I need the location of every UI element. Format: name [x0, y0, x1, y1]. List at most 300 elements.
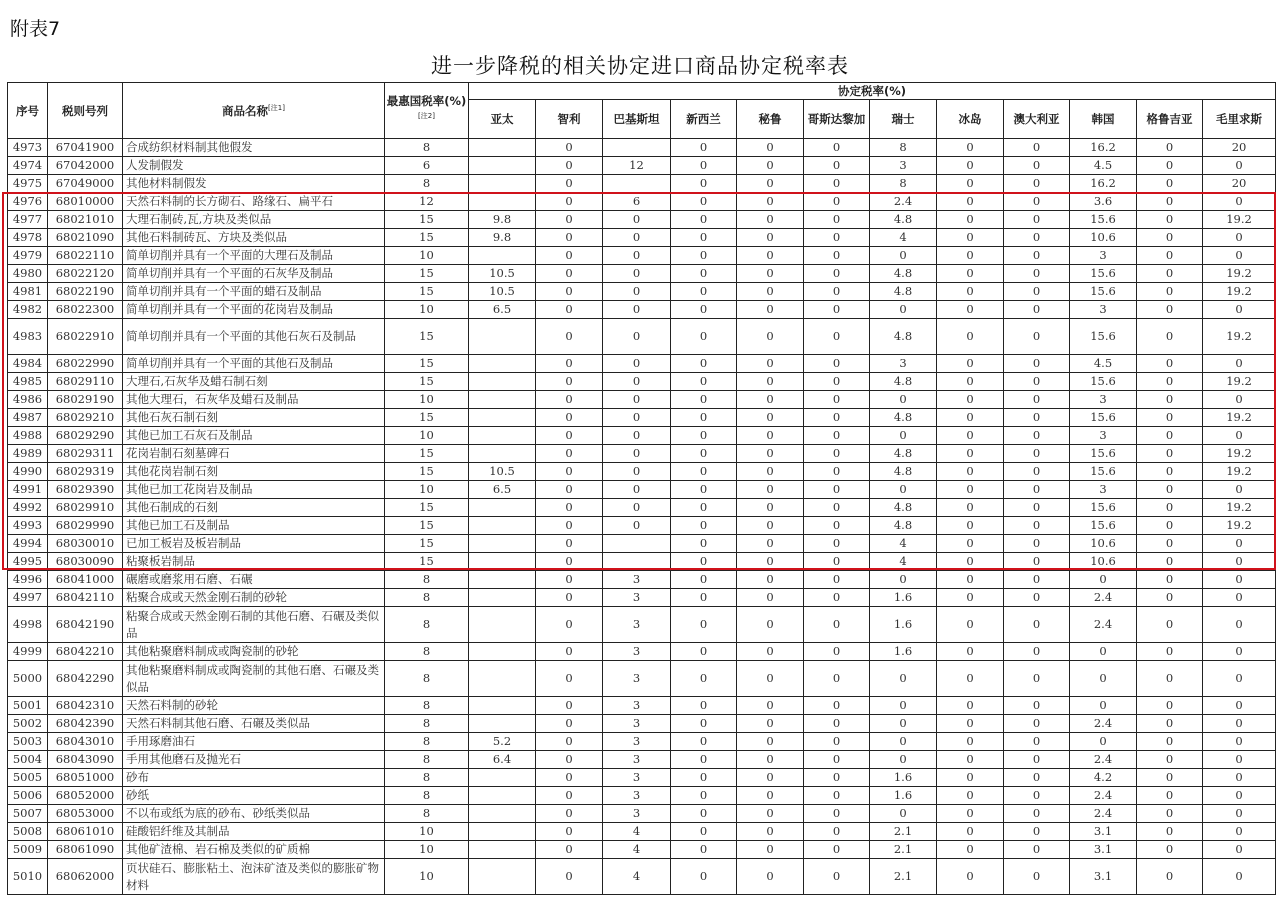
cell-agreement-rate: 4.5 — [1070, 355, 1137, 373]
cell-tariff-code: 68051000 — [48, 769, 123, 787]
cell-agreement-rate — [469, 607, 536, 643]
cell-agreement-rate: 0 — [737, 733, 804, 751]
cell-agreement-rate: 3 — [870, 157, 937, 175]
cell-agreement-rate: 19.2 — [1203, 265, 1276, 283]
cell-agreement-rate: 10.5 — [469, 463, 536, 481]
cell-agreement-rate: 0 — [536, 715, 603, 733]
cell-agreement-rate: 0 — [1137, 553, 1203, 571]
cell-agreement-rate: 0 — [737, 319, 804, 355]
cell-mfn-rate: 15 — [385, 283, 469, 301]
cell-product-name: 砂纸 — [123, 787, 385, 805]
cell-agreement-rate: 0 — [937, 715, 1004, 733]
cell-agreement-rate: 0 — [1137, 265, 1203, 283]
cell-agreement-rate: 0 — [737, 193, 804, 211]
cell-seq: 4992 — [8, 499, 48, 517]
table-row — [8, 769, 1276, 787]
cell-mfn-rate: 8 — [385, 805, 469, 823]
cell-agreement-rate: 0 — [1203, 787, 1276, 805]
cell-agreement-rate: 0 — [737, 787, 804, 805]
cell-agreement-rate: 0 — [1004, 805, 1070, 823]
cell-agreement-rate: 4.8 — [870, 283, 937, 301]
cell-agreement-rate: 0 — [1203, 697, 1276, 715]
cell-seq: 4979 — [8, 247, 48, 265]
cell-agreement-rate: 0 — [1137, 319, 1203, 355]
cell-agreement-rate: 0 — [603, 427, 671, 445]
table-row — [8, 283, 1276, 301]
cell-agreement-rate: 0 — [1203, 193, 1276, 211]
cell-agreement-rate — [603, 139, 671, 157]
table-row — [8, 229, 1276, 247]
cell-agreement-rate: 0 — [1203, 661, 1276, 697]
cell-agreement-rate: 0 — [1203, 535, 1276, 553]
cell-agreement-rate: 0 — [804, 193, 870, 211]
cell-tariff-code: 68062000 — [48, 859, 123, 895]
cell-agreement-rate: 0 — [804, 805, 870, 823]
cell-mfn-rate: 6 — [385, 157, 469, 175]
cell-mfn-rate: 10 — [385, 823, 469, 841]
cell-agreement-rate: 0 — [536, 643, 603, 661]
cell-seq: 4986 — [8, 391, 48, 409]
cell-agreement-rate: 4 — [870, 535, 937, 553]
cell-product-name: 其他石制成的石刻 — [123, 499, 385, 517]
cell-mfn-rate: 15 — [385, 373, 469, 391]
cell-seq: 4991 — [8, 481, 48, 499]
header-mfn — [385, 83, 469, 139]
cell-agreement-rate: 0 — [1004, 193, 1070, 211]
cell-tariff-code: 68030090 — [48, 553, 123, 571]
cell-agreement-rate: 0 — [1137, 445, 1203, 463]
cell-agreement-rate: 12 — [603, 157, 671, 175]
cell-agreement-rate: 3 — [603, 697, 671, 715]
cell-agreement-rate: 0 — [671, 769, 737, 787]
cell-agreement-rate: 3 — [603, 589, 671, 607]
cell-agreement-rate: 0 — [937, 859, 1004, 895]
cell-mfn-rate: 8 — [385, 715, 469, 733]
cell-mfn-rate: 15 — [385, 409, 469, 427]
cell-agreement-rate: 0 — [671, 247, 737, 265]
cell-seq: 4993 — [8, 517, 48, 535]
cell-product-name: 花岗岩制石刻墓碑石 — [123, 445, 385, 463]
cell-agreement-rate: 3.1 — [1070, 841, 1137, 859]
cell-agreement-rate: 0 — [870, 661, 937, 697]
cell-mfn-rate: 15 — [385, 211, 469, 229]
cell-agreement-rate: 15.6 — [1070, 517, 1137, 535]
table-row — [8, 553, 1276, 571]
cell-agreement-rate: 0 — [671, 139, 737, 157]
cell-agreement-rate: 0 — [737, 301, 804, 319]
cell-agreement-rate: 0 — [536, 193, 603, 211]
cell-agreement-rate: 0 — [804, 697, 870, 715]
cell-tariff-code: 68061090 — [48, 841, 123, 859]
cell-agreement-rate: 0 — [937, 787, 1004, 805]
cell-agreement-rate: 3 — [1070, 247, 1137, 265]
header-partner: 毛里求斯 — [1203, 100, 1276, 139]
cell-agreement-rate — [469, 193, 536, 211]
cell-agreement-rate: 0 — [1004, 841, 1070, 859]
cell-agreement-rate: 0 — [804, 427, 870, 445]
cell-agreement-rate: 0 — [737, 229, 804, 247]
cell-agreement-rate: 0 — [937, 553, 1004, 571]
cell-mfn-rate: 12 — [385, 193, 469, 211]
cell-agreement-rate: 0 — [1070, 571, 1137, 589]
cell-agreement-rate: 0 — [1203, 643, 1276, 661]
cell-agreement-rate: 3 — [603, 607, 671, 643]
cell-agreement-rate: 0 — [536, 355, 603, 373]
cell-agreement-rate: 0 — [804, 445, 870, 463]
cell-seq: 5005 — [8, 769, 48, 787]
cell-agreement-rate: 0 — [671, 265, 737, 283]
cell-agreement-rate: 15.6 — [1070, 445, 1137, 463]
cell-agreement-rate: 0 — [1137, 643, 1203, 661]
table-row — [8, 751, 1276, 769]
cell-product-name: 手用琢磨油石 — [123, 733, 385, 751]
cell-tariff-code: 68021090 — [48, 229, 123, 247]
cell-agreement-rate: 19.2 — [1203, 283, 1276, 301]
cell-agreement-rate: 0 — [804, 481, 870, 499]
cell-mfn-rate: 15 — [385, 553, 469, 571]
cell-mfn-rate: 8 — [385, 643, 469, 661]
cell-agreement-rate: 0 — [1004, 481, 1070, 499]
cell-agreement-rate: 0 — [536, 319, 603, 355]
cell-mfn-rate: 8 — [385, 607, 469, 643]
cell-agreement-rate: 0 — [937, 733, 1004, 751]
cell-seq: 4983 — [8, 319, 48, 355]
cell-agreement-rate: 6 — [603, 193, 671, 211]
cell-agreement-rate: 0 — [671, 373, 737, 391]
cell-agreement-rate: 10.6 — [1070, 535, 1137, 553]
cell-agreement-rate: 16.2 — [1070, 175, 1137, 193]
cell-agreement-rate: 0 — [937, 319, 1004, 355]
table-row — [8, 265, 1276, 283]
cell-agreement-rate: 15.6 — [1070, 499, 1137, 517]
cell-agreement-rate — [469, 589, 536, 607]
cell-seq: 5009 — [8, 841, 48, 859]
cell-agreement-rate: 6.5 — [469, 301, 536, 319]
cell-agreement-rate: 0 — [737, 823, 804, 841]
cell-agreement-rate: 19.2 — [1203, 499, 1276, 517]
cell-tariff-code: 68042290 — [48, 661, 123, 697]
cell-agreement-rate: 0 — [603, 391, 671, 409]
cell-tariff-code: 68029910 — [48, 499, 123, 517]
cell-seq: 5001 — [8, 697, 48, 715]
cell-agreement-rate: 0 — [536, 463, 603, 481]
cell-agreement-rate: 0 — [1004, 409, 1070, 427]
cell-agreement-rate: 4.8 — [870, 373, 937, 391]
cell-agreement-rate: 0 — [1203, 427, 1276, 445]
cell-agreement-rate: 0 — [804, 859, 870, 895]
cell-product-name: 其他大理石，石灰华及蜡石及制品 — [123, 391, 385, 409]
table-row — [8, 463, 1276, 481]
cell-seq: 4975 — [8, 175, 48, 193]
cell-agreement-rate: 0 — [1137, 787, 1203, 805]
cell-agreement-rate: 0 — [937, 823, 1004, 841]
table-row — [8, 661, 1276, 697]
cell-agreement-rate: 2.4 — [1070, 589, 1137, 607]
cell-agreement-rate: 0 — [1004, 535, 1070, 553]
cell-agreement-rate: 0 — [536, 373, 603, 391]
cell-tariff-code: 68029390 — [48, 481, 123, 499]
cell-agreement-rate: 1.6 — [870, 787, 937, 805]
table-header — [8, 83, 1276, 139]
cell-product-name: 其他石料制砖瓦、方块及类似品 — [123, 229, 385, 247]
cell-agreement-rate: 4.8 — [870, 409, 937, 427]
cell-product-name: 天然石料制其他石磨、石碾及类似品 — [123, 715, 385, 733]
cell-tariff-code: 68042210 — [48, 643, 123, 661]
cell-agreement-rate: 0 — [937, 139, 1004, 157]
cell-product-name: 其他矿渣棉、岩石棉及类似的矿质棉 — [123, 841, 385, 859]
cell-agreement-rate: 4.5 — [1070, 157, 1137, 175]
cell-agreement-rate: 0 — [1137, 409, 1203, 427]
cell-agreement-rate: 0 — [737, 463, 804, 481]
cell-agreement-rate: 0 — [1004, 823, 1070, 841]
cell-seq: 5008 — [8, 823, 48, 841]
cell-agreement-rate: 3 — [603, 805, 671, 823]
appendix-label: 附表7 — [10, 18, 61, 40]
cell-agreement-rate: 0 — [1203, 607, 1276, 643]
cell-agreement-rate: 2.4 — [1070, 751, 1137, 769]
cell-agreement-rate — [469, 409, 536, 427]
cell-agreement-rate: 0 — [536, 823, 603, 841]
cell-agreement-rate: 0 — [804, 283, 870, 301]
cell-agreement-rate: 0 — [536, 769, 603, 787]
cell-seq: 4974 — [8, 157, 48, 175]
cell-mfn-rate: 15 — [385, 319, 469, 355]
cell-agreement-rate — [469, 571, 536, 589]
cell-agreement-rate: 0 — [1203, 301, 1276, 319]
cell-agreement-rate: 0 — [737, 661, 804, 697]
table-row — [8, 643, 1276, 661]
cell-agreement-rate: 0 — [937, 301, 1004, 319]
cell-tariff-code: 68042310 — [48, 697, 123, 715]
header-partner: 亚太 — [469, 100, 536, 139]
cell-product-name: 人发制假发 — [123, 157, 385, 175]
cell-agreement-rate: 0 — [804, 715, 870, 733]
cell-agreement-rate: 4 — [870, 553, 937, 571]
cell-product-name: 简单切削并具有一个平面的石灰华及制品 — [123, 265, 385, 283]
cell-agreement-rate — [469, 319, 536, 355]
cell-agreement-rate: 1.6 — [870, 643, 937, 661]
cell-agreement-rate: 0 — [870, 733, 937, 751]
cell-seq: 5010 — [8, 859, 48, 895]
cell-product-name: 粘聚合成或天然金刚石制的其他石磨、石碾及类似品 — [123, 607, 385, 643]
table-row — [8, 499, 1276, 517]
cell-agreement-rate: 0 — [804, 751, 870, 769]
header-partner: 韩国 — [1070, 100, 1137, 139]
cell-agreement-rate: 0 — [536, 409, 603, 427]
cell-agreement-rate: 0 — [737, 715, 804, 733]
cell-agreement-rate: 20 — [1203, 175, 1276, 193]
cell-product-name: 大理石制砖,瓦,方块及类似品 — [123, 211, 385, 229]
table-title: 进一步降税的相关协定进口商品协定税率表 — [431, 54, 849, 78]
cell-agreement-rate: 15.6 — [1070, 319, 1137, 355]
cell-mfn-rate: 8 — [385, 697, 469, 715]
cell-tariff-code: 68053000 — [48, 805, 123, 823]
cell-agreement-rate: 0 — [1004, 643, 1070, 661]
cell-agreement-rate: 0 — [804, 787, 870, 805]
cell-agreement-rate: 0 — [1137, 517, 1203, 535]
cell-agreement-rate: 0 — [737, 769, 804, 787]
cell-agreement-rate: 0 — [671, 229, 737, 247]
cell-product-name: 天然石料制的长方砌石、路缘石、扁平石 — [123, 193, 385, 211]
cell-agreement-rate: 0 — [671, 589, 737, 607]
table-row — [8, 157, 1276, 175]
cell-agreement-rate: 10.5 — [469, 265, 536, 283]
cell-agreement-rate: 0 — [737, 409, 804, 427]
cell-agreement-rate: 0 — [1004, 463, 1070, 481]
cell-agreement-rate: 0 — [603, 319, 671, 355]
cell-agreement-rate: 15.6 — [1070, 265, 1137, 283]
cell-agreement-rate: 0 — [1203, 589, 1276, 607]
cell-agreement-rate — [469, 661, 536, 697]
cell-tariff-code: 68029290 — [48, 427, 123, 445]
cell-tariff-code: 68010000 — [48, 193, 123, 211]
cell-agreement-rate: 0 — [737, 157, 804, 175]
cell-agreement-rate: 0 — [804, 661, 870, 697]
header-name — [123, 83, 385, 139]
cell-agreement-rate: 0 — [804, 391, 870, 409]
cell-agreement-rate: 0 — [1070, 733, 1137, 751]
cell-agreement-rate: 3 — [603, 769, 671, 787]
cell-agreement-rate: 0 — [1004, 859, 1070, 895]
cell-tariff-code: 68022300 — [48, 301, 123, 319]
cell-tariff-code: 68022110 — [48, 247, 123, 265]
cell-agreement-rate: 0 — [1004, 301, 1070, 319]
cell-agreement-rate: 3 — [603, 661, 671, 697]
cell-agreement-rate: 0 — [870, 697, 937, 715]
cell-tariff-code: 67041900 — [48, 139, 123, 157]
cell-agreement-rate: 0 — [671, 211, 737, 229]
cell-product-name: 其他花岗岩制石刻 — [123, 463, 385, 481]
cell-agreement-rate: 0 — [1137, 157, 1203, 175]
header-agreement-group: 协定税率(%) — [469, 83, 1276, 100]
cell-mfn-rate: 15 — [385, 535, 469, 553]
cell-agreement-rate: 4 — [603, 859, 671, 895]
cell-agreement-rate: 0 — [870, 247, 937, 265]
cell-agreement-rate: 2.4 — [1070, 607, 1137, 643]
cell-agreement-rate — [603, 535, 671, 553]
cell-agreement-rate: 0 — [737, 571, 804, 589]
cell-agreement-rate: 0 — [937, 373, 1004, 391]
cell-agreement-rate: 1.6 — [870, 769, 937, 787]
table-row — [8, 211, 1276, 229]
cell-agreement-rate: 0 — [1004, 571, 1070, 589]
cell-agreement-rate: 0 — [937, 463, 1004, 481]
cell-product-name: 简单切削并具有一个平面的花岗岩及制品 — [123, 301, 385, 319]
cell-agreement-rate: 3 — [603, 643, 671, 661]
cell-agreement-rate: 0 — [1137, 229, 1203, 247]
cell-agreement-rate — [469, 697, 536, 715]
cell-product-name: 页状硅石、膨胀粘土、泡沫矿渣及类似的膨胀矿物材料 — [123, 859, 385, 895]
cell-agreement-rate: 0 — [737, 481, 804, 499]
cell-agreement-rate: 0 — [937, 157, 1004, 175]
cell-mfn-rate: 8 — [385, 661, 469, 697]
cell-agreement-rate: 0 — [603, 481, 671, 499]
cell-agreement-rate: 10.5 — [469, 283, 536, 301]
cell-agreement-rate: 0 — [737, 211, 804, 229]
cell-agreement-rate: 15.6 — [1070, 409, 1137, 427]
cell-tariff-code: 68043090 — [48, 751, 123, 769]
cell-agreement-rate: 0 — [937, 193, 1004, 211]
cell-mfn-rate: 15 — [385, 517, 469, 535]
cell-seq: 4982 — [8, 301, 48, 319]
cell-seq: 4976 — [8, 193, 48, 211]
cell-tariff-code: 68052000 — [48, 787, 123, 805]
cell-agreement-rate: 0 — [737, 517, 804, 535]
cell-agreement-rate: 0 — [937, 535, 1004, 553]
cell-mfn-rate: 15 — [385, 265, 469, 283]
cell-agreement-rate: 0 — [1203, 823, 1276, 841]
cell-mfn-rate: 15 — [385, 499, 469, 517]
cell-agreement-rate: 0 — [1004, 499, 1070, 517]
cell-tariff-code: 68029319 — [48, 463, 123, 481]
table-row — [8, 481, 1276, 499]
cell-agreement-rate: 0 — [937, 229, 1004, 247]
cell-mfn-rate: 8 — [385, 787, 469, 805]
cell-agreement-rate: 0 — [737, 607, 804, 643]
cell-agreement-rate: 0 — [804, 211, 870, 229]
cell-agreement-rate: 3 — [870, 355, 937, 373]
cell-agreement-rate: 0 — [1137, 697, 1203, 715]
cell-agreement-rate: 0 — [737, 391, 804, 409]
cell-agreement-rate: 0 — [603, 301, 671, 319]
cell-agreement-rate: 0 — [737, 355, 804, 373]
cell-agreement-rate: 0 — [1004, 553, 1070, 571]
cell-agreement-rate: 0 — [1004, 661, 1070, 697]
cell-agreement-rate: 0 — [1137, 373, 1203, 391]
cell-agreement-rate: 2.4 — [1070, 805, 1137, 823]
cell-agreement-rate: 0 — [737, 139, 804, 157]
cell-agreement-rate: 0 — [737, 589, 804, 607]
cell-agreement-rate: 0 — [536, 697, 603, 715]
cell-agreement-rate: 0 — [536, 391, 603, 409]
cell-agreement-rate: 19.2 — [1203, 373, 1276, 391]
cell-agreement-rate: 0 — [1203, 571, 1276, 589]
cell-agreement-rate: 2.1 — [870, 859, 937, 895]
header-name-note: [注1] — [268, 103, 285, 112]
cell-tariff-code: 68022190 — [48, 283, 123, 301]
cell-seq: 4996 — [8, 571, 48, 589]
cell-agreement-rate: 0 — [737, 445, 804, 463]
cell-agreement-rate: 0 — [671, 607, 737, 643]
cell-agreement-rate: 0 — [737, 175, 804, 193]
cell-agreement-rate: 4.8 — [870, 499, 937, 517]
cell-agreement-rate: 0 — [671, 787, 737, 805]
cell-agreement-rate: 8 — [870, 139, 937, 157]
cell-agreement-rate: 19.2 — [1203, 445, 1276, 463]
cell-agreement-rate: 0 — [1070, 661, 1137, 697]
cell-agreement-rate: 0 — [671, 805, 737, 823]
cell-seq: 4995 — [8, 553, 48, 571]
cell-agreement-rate: 0 — [671, 355, 737, 373]
table-row — [8, 193, 1276, 211]
cell-agreement-rate: 0 — [937, 589, 1004, 607]
cell-agreement-rate: 9.8 — [469, 229, 536, 247]
cell-agreement-rate: 3 — [603, 571, 671, 589]
cell-agreement-rate: 4.8 — [870, 211, 937, 229]
cell-agreement-rate: 0 — [1137, 535, 1203, 553]
cell-mfn-rate: 8 — [385, 175, 469, 193]
cell-agreement-rate: 0 — [536, 571, 603, 589]
cell-agreement-rate: 0 — [1004, 319, 1070, 355]
cell-agreement-rate: 6.4 — [469, 751, 536, 769]
cell-seq: 5006 — [8, 787, 48, 805]
cell-agreement-rate: 0 — [804, 319, 870, 355]
cell-agreement-rate: 0 — [671, 481, 737, 499]
cell-agreement-rate: 0 — [804, 553, 870, 571]
cell-agreement-rate: 0 — [937, 211, 1004, 229]
cell-agreement-rate: 0 — [1137, 193, 1203, 211]
cell-agreement-rate: 0 — [1137, 301, 1203, 319]
